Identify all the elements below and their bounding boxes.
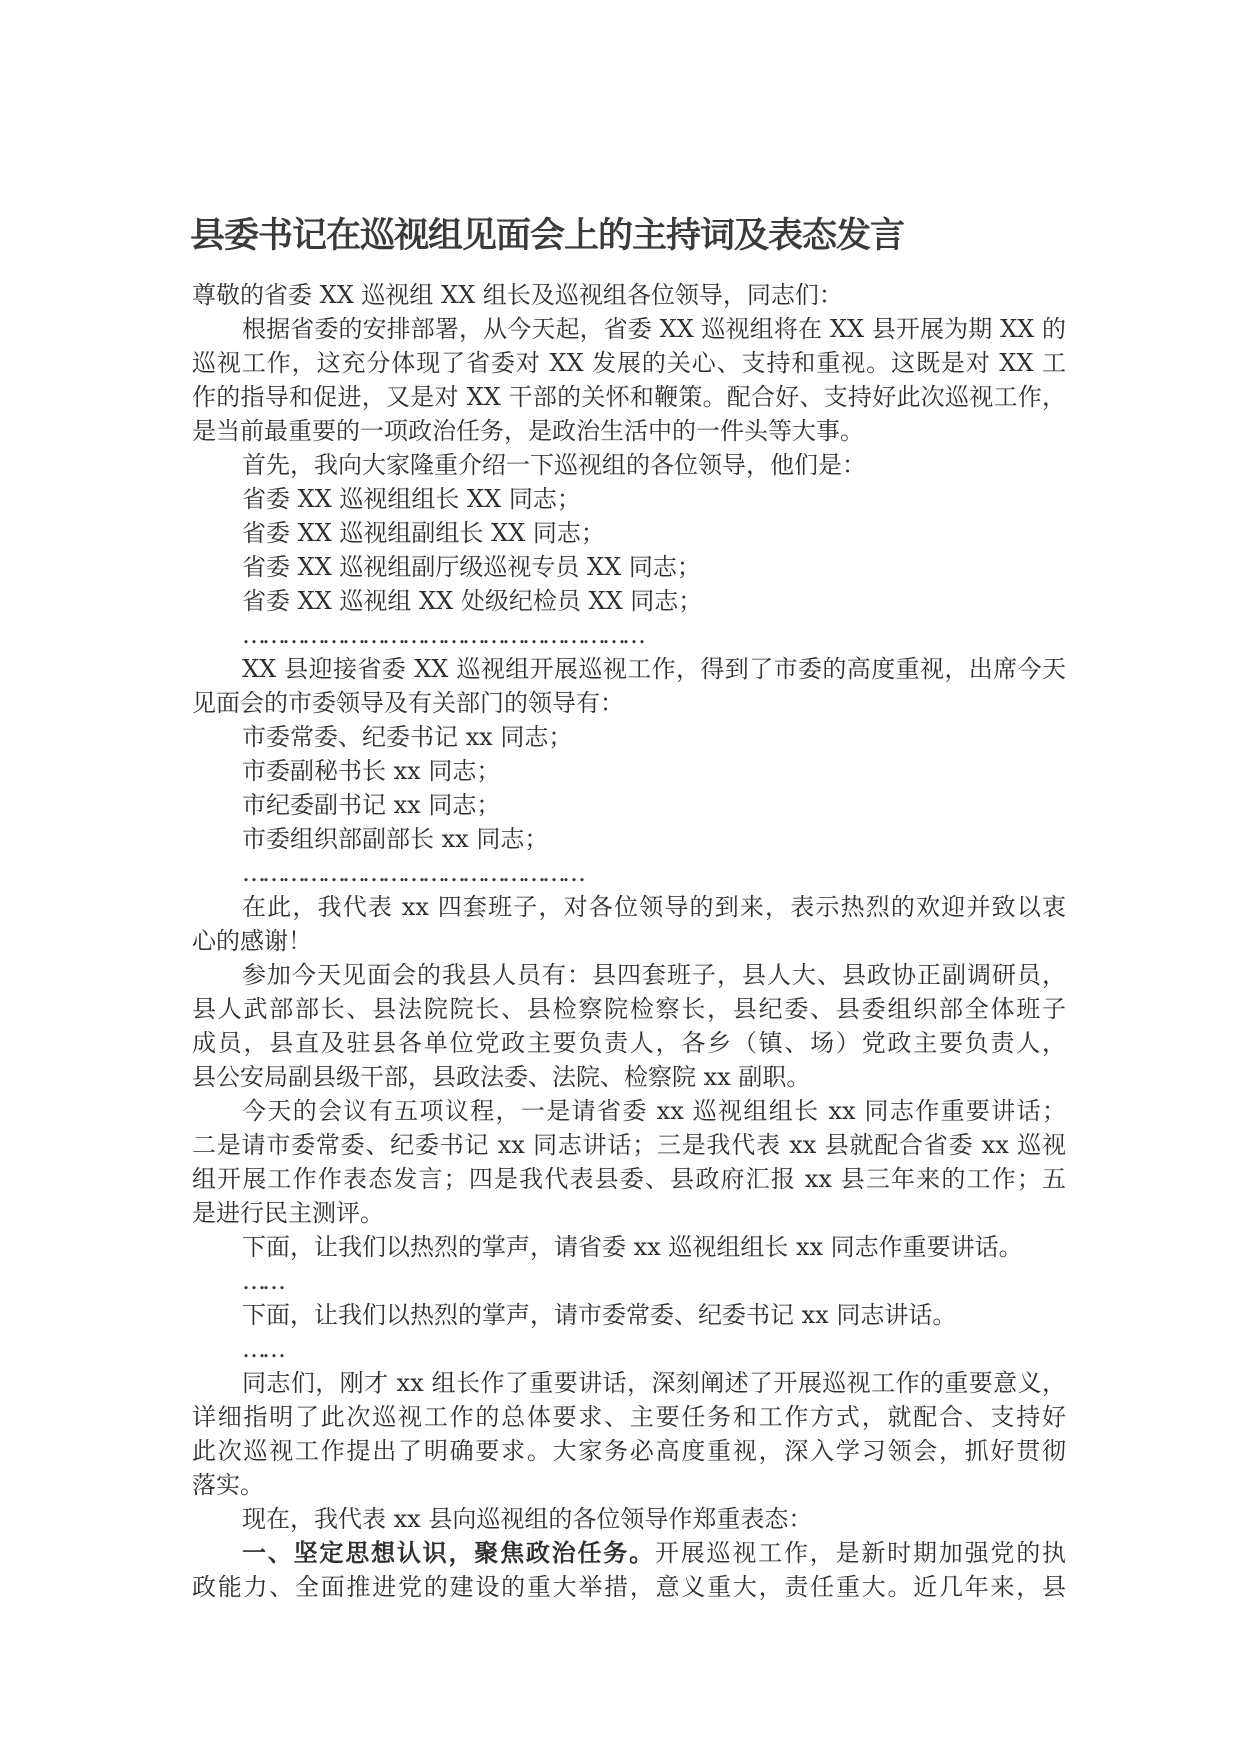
text-line: 县公安局副县级干部，县政法委、法院、检察院 xx 副职。 xyxy=(192,1063,811,1091)
ellipsis-line: …… xyxy=(242,1267,282,1295)
text-line: 省委 XX 巡视组 XX 处级纪检员 XX 同志； xyxy=(242,587,703,615)
text-line xyxy=(192,1536,1066,1570)
text-line: 作的指导和促进，又是对 XX 干部的关怀和鞭策。配合好、支持好此次巡视工作， xyxy=(192,383,1066,411)
text-line: 二是请市委常委、纪委书记 xx 同志讲话；三是我代表 xx 县就配合省委 xx 巡视 xyxy=(192,1131,1066,1159)
text-line: 是当前最重要的一项政治任务，是政治生活中的一件头等大事。 xyxy=(192,417,864,445)
text-line: 市委组织部副部长 xx 同志； xyxy=(242,825,549,853)
text-line: 省委 XX 巡视组副组长 XX 同志； xyxy=(242,519,605,547)
ellipsis-line: …………………………………………………… xyxy=(242,621,642,649)
text-line: 县人武部部长、县法院院长、县检察院检察长，县纪委、县委组织部全体班子 xyxy=(192,995,1066,1023)
text-line: 下面，让我们以热烈的掌声，请市委常委、纪委书记 xx 同志讲话。 xyxy=(242,1301,957,1329)
text-line: 市委副秘书长 xx 同志； xyxy=(242,757,501,785)
text-line: 落实。 xyxy=(192,1471,264,1499)
text-line: XX 县迎接省委 XX 巡视组开展巡视工作，得到了市委的高度重视，出席今天 xyxy=(242,655,1066,683)
text-line: 同志们，刚才 xx 组长作了重要讲话，深刻阐述了开展巡视工作的重要意义， xyxy=(242,1369,1066,1397)
text-line: 此次巡视工作提出了明确要求。大家务必高度重视，深入学习领会，抓好贯彻 xyxy=(192,1437,1066,1465)
text-line: 是进行民主测评。 xyxy=(192,1199,384,1227)
text-line: 省委 XX 巡视组副厅级巡视专员 XX 同志； xyxy=(242,553,701,581)
ellipsis-line: …………………………………………… xyxy=(242,859,582,887)
text-line: 省委 XX 巡视组组长 XX 同志； xyxy=(242,485,581,513)
text-line: 巡视工作，这充分体现了省委对 XX 发展的关心、支持和重视。这既是对 XX 工 xyxy=(192,349,1066,377)
text-line: 成员，县直及驻县各单位党政主要负责人，各乡（镇、场）党政主要负责人， xyxy=(192,1029,1066,1057)
text-line: 首先，我向大家隆重介绍一下巡视组的各位领导，他们是： xyxy=(242,451,866,479)
document-title: 县委书记在巡视组见面会上的主持词及表态发言 xyxy=(190,216,905,256)
ellipsis-line: …… xyxy=(242,1335,282,1363)
text-line: 根据省委的安排部署，从今天起，省委 XX 巡视组将在 XX 县开展为期 XX 的 xyxy=(242,315,1066,343)
text-line: 今天的会议有五项议程，一是请省委 xx 巡视组组长 xx 同志作重要讲话； xyxy=(242,1097,1066,1125)
text-line: 在此，我代表 xx 四套班子，对各位领导的到来，表示热烈的欢迎并致以衷 xyxy=(242,893,1066,921)
text-line: 现在，我代表 xx 县向巡视组的各位领导作郑重表态： xyxy=(242,1505,813,1533)
text-line: 政能力、全面推进党的建设的重大举措，意义重大，责任重大。近几年来，县 xyxy=(192,1573,1066,1601)
text-line: 参加今天见面会的我县人员有：县四套班子，县人大、县政协正副调研员， xyxy=(242,961,1066,989)
text-line: 尊敬的省委 XX 巡视组 XX 组长及巡视组各位领导，同志们： xyxy=(192,281,843,309)
section-heading: 一、坚定思想认识，聚焦政治任务。 xyxy=(242,1539,655,1567)
document-body xyxy=(192,278,1066,1604)
text-line: 下面，让我们以热烈的掌声，请省委 xx 巡视组组长 xx 同志作重要讲话。 xyxy=(242,1233,1023,1261)
text-line: 市委常委、纪委书记 xx 同志； xyxy=(242,723,573,751)
text-line: 组开展工作作表态发言；四是我代表县委、县政府汇报 xx 县三年来的工作；五 xyxy=(192,1165,1066,1193)
text-line: 心的感谢！ xyxy=(192,927,312,955)
text-line: 市纪委副书记 xx 同志； xyxy=(242,791,501,819)
text-line: 见面会的市委领导及有关部门的领导有： xyxy=(192,689,624,717)
text-line: 详细指明了此次巡视工作的总体要求、主要任务和工作方式，就配合、支持好 xyxy=(192,1403,1066,1431)
section-text: 开展巡视工作，是新时期加强党的执 xyxy=(654,1539,1066,1567)
